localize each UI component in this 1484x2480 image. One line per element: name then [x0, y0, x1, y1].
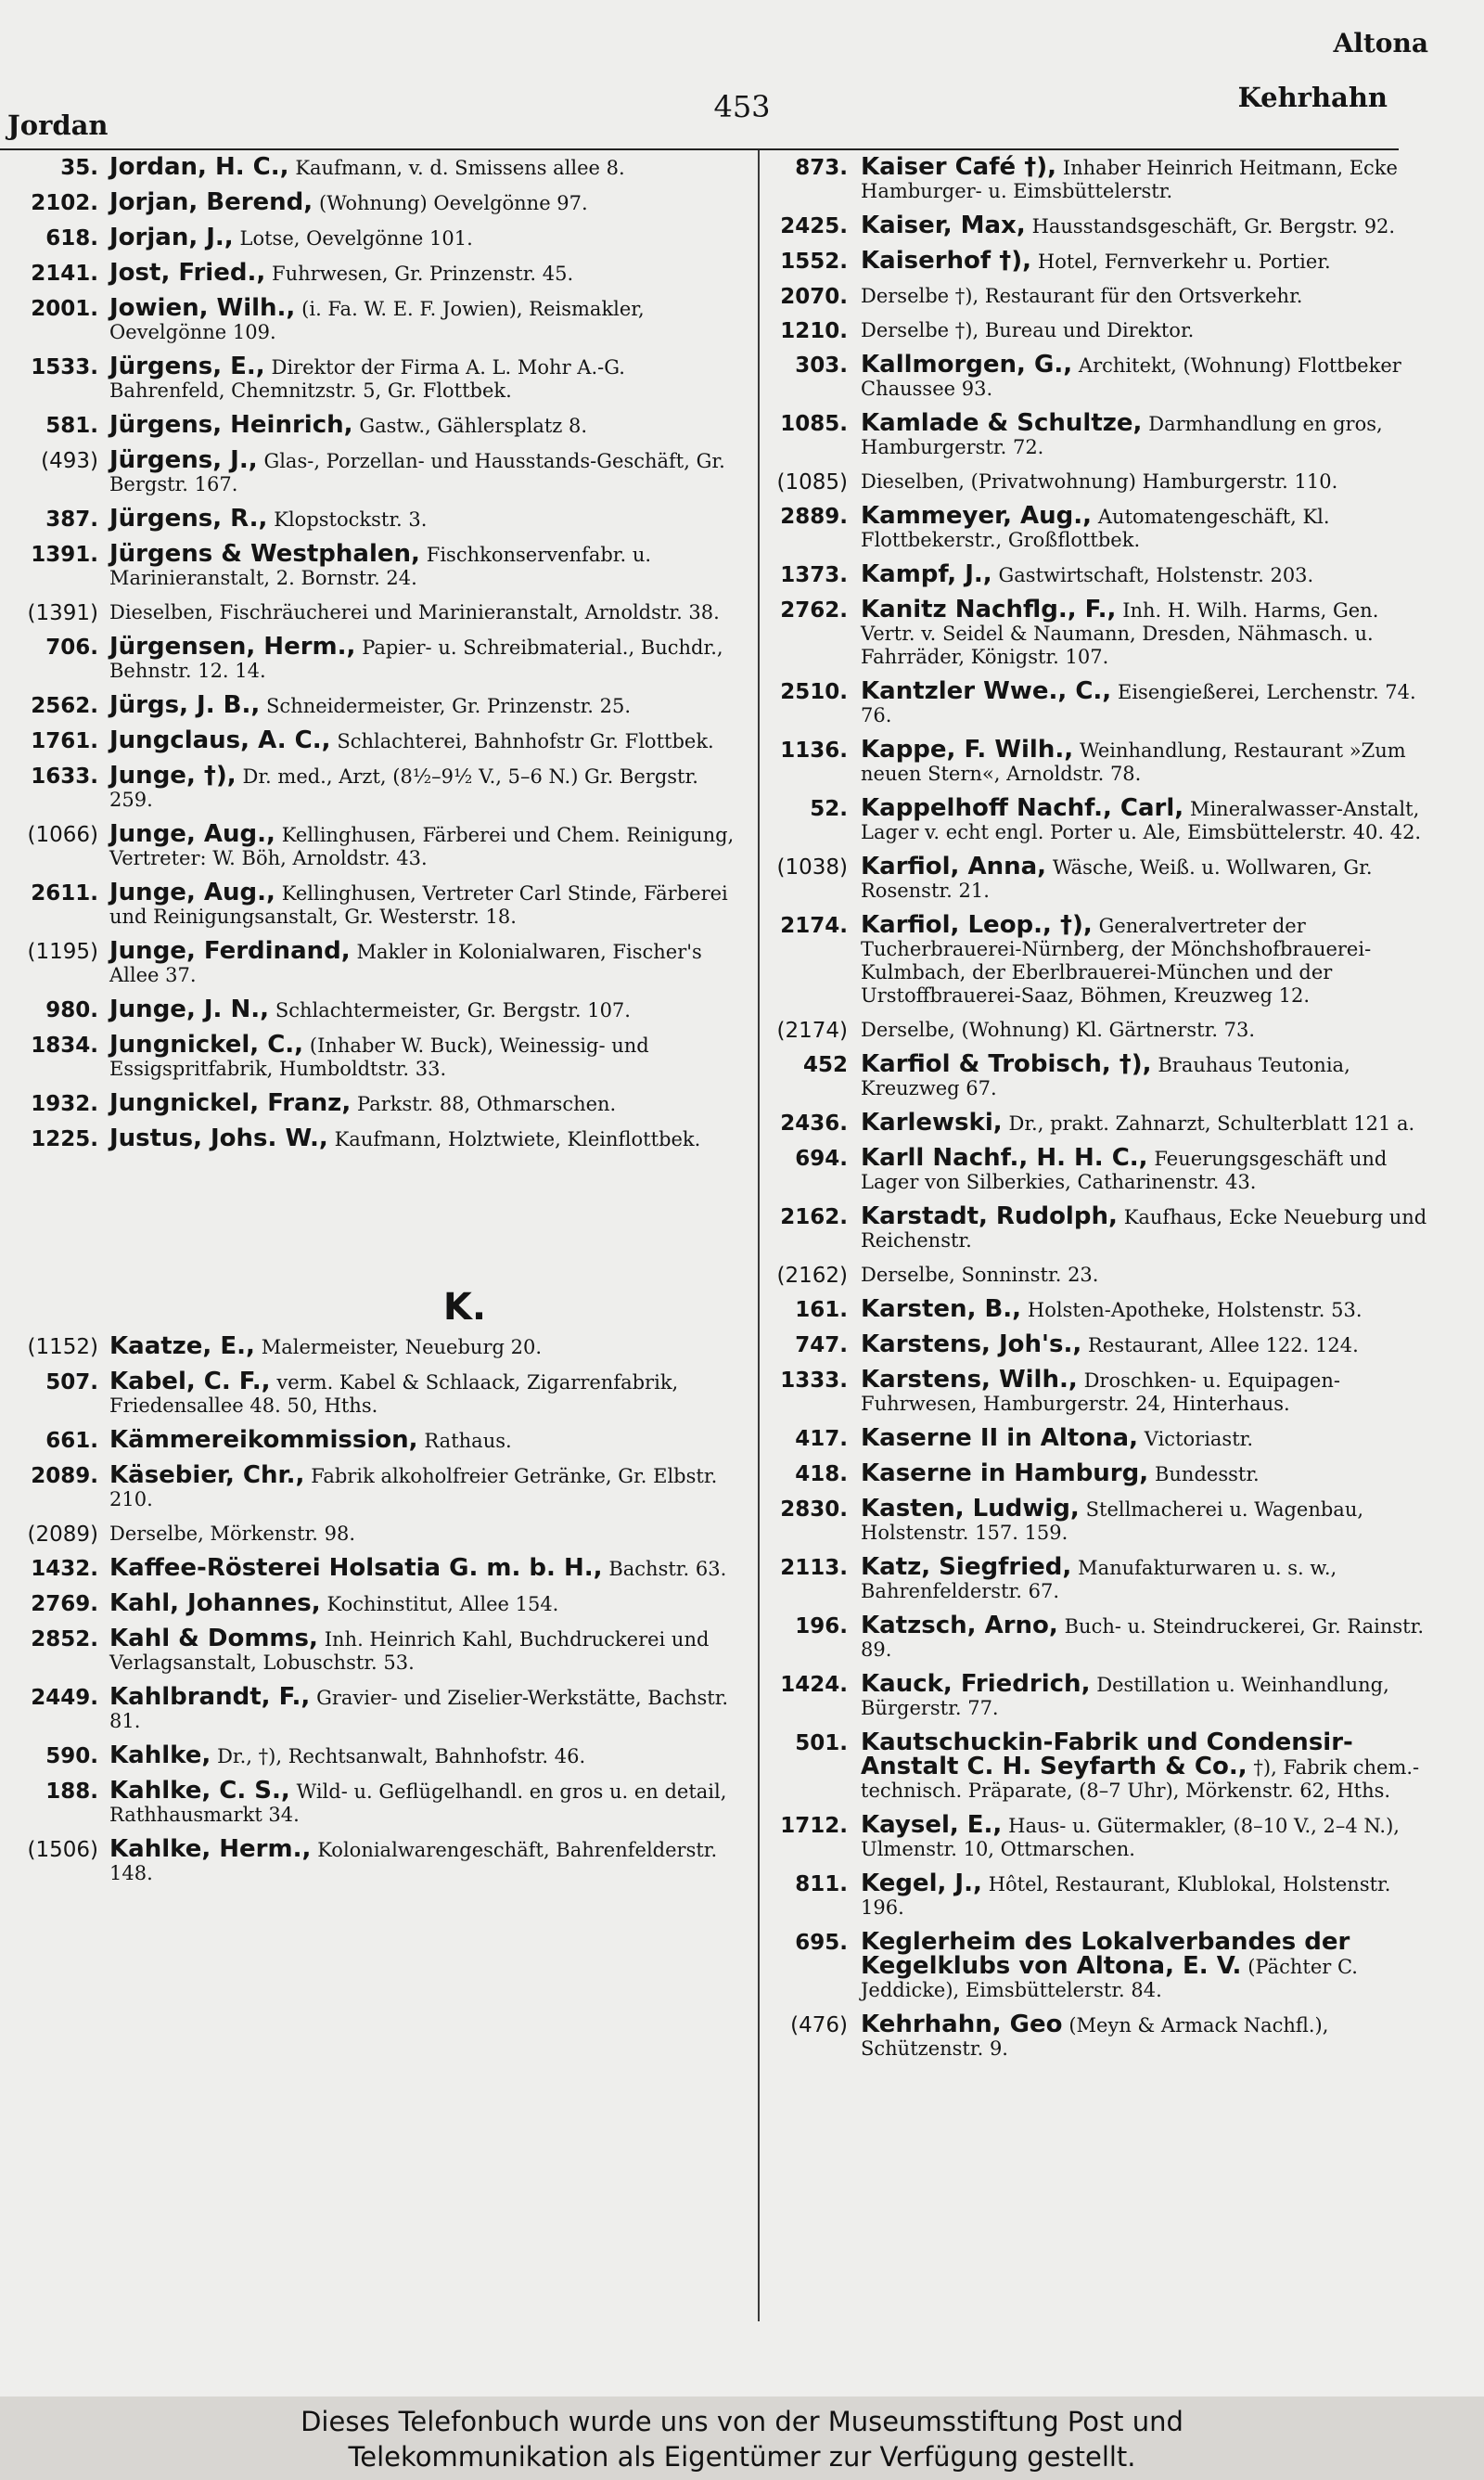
subscriber-name: Kabel, C. F.,: [109, 1368, 271, 1395]
directory-entry: [733, 470, 1438, 494]
subscriber-details: Wäsche, Weiß. u. Wollwaren, Gr. Rosenstr. 21.: [861, 856, 1373, 902]
directory-entry: [0, 762, 744, 812]
subscriber-name: Kauck, Friedrich,: [861, 1670, 1091, 1698]
header-rule: [0, 148, 1399, 150]
phone-number: 2162.: [780, 1205, 848, 1229]
subscriber-name: Jürgs, J. B.,: [109, 691, 261, 719]
subscriber-name: Jürgens, Heinrich,: [109, 411, 353, 439]
phone-number: 303.: [795, 353, 848, 378]
subscriber-details: Derselbe †), Restaurant für den Ortsverkehr.: [861, 285, 1303, 307]
subscriber-name: Jorjan, Berend,: [109, 188, 313, 216]
subscriber-name: Junge, Ferdinand,: [109, 937, 351, 965]
subscriber-name: Jordan, H. C.,: [109, 153, 289, 181]
subscriber-name: Jürgens, R.,: [109, 505, 268, 533]
phone-number: 1932.: [31, 1092, 98, 1116]
phone-number: 161.: [795, 1298, 848, 1322]
directory-entry: [733, 319, 1438, 342]
phone-number: 980.: [45, 998, 98, 1022]
subscriber-name: Junge, †),: [109, 762, 237, 790]
subscriber-details: Hotel, Fernverkehr u. Portier.: [1037, 251, 1331, 273]
phone-number: 1834.: [31, 1034, 98, 1058]
subscriber-name: Karstadt, Rudolph,: [861, 1202, 1118, 1230]
phone-number: (476): [790, 2013, 848, 2037]
directory-entry: [733, 1459, 1438, 1487]
directory-entry: [733, 1109, 1438, 1137]
subscriber-name: Kamlade & Schultze,: [861, 409, 1143, 437]
right-column: [733, 153, 1438, 2072]
subscriber-details: Dr. med., Arzt, (8½–9½ V., 5–6 N.) Gr. Bergstr. 259.: [109, 765, 698, 811]
directory-entry: [0, 998, 744, 1022]
subscriber-name: Kahlbrandt, F.,: [109, 1683, 311, 1711]
phone-number: (1066): [27, 823, 98, 847]
footer-line-1: Dieses Telefonbuch wurde uns von der Museumsstiftung Post und: [301, 2406, 1183, 2437]
directory-entry: [733, 1330, 1438, 1358]
directory-entry: [0, 1589, 744, 1617]
directory-entry: [733, 409, 1438, 459]
phone-number: 2425.: [780, 214, 848, 238]
directory-entry: [0, 1523, 744, 1546]
subscriber-details: Direktor der Firma A. L. Mohr A.-G. Bahrenfeld, Chemnitzstr. 5, Gr. Flottbek.: [109, 356, 625, 402]
subscriber-details: Stellmacherei u. Wagenbau, Holstenstr. 157. 159.: [861, 1498, 1364, 1544]
directory-entry: [0, 355, 744, 403]
directory-entry: [733, 2013, 1438, 2061]
subscriber-details: Buch- u. Steindruckerei, Gr. Rainstr. 89.: [861, 1615, 1424, 1661]
directory-entry: [0, 601, 744, 624]
phone-number: 2436.: [780, 1112, 848, 1136]
subscriber-details: Feuerungsgeschäft und Lager von Silberkies, Catharinenstr. 43.: [861, 1148, 1388, 1193]
phone-number: 1391.: [31, 543, 98, 567]
directory-entry: [0, 446, 744, 496]
directory-entry: [0, 188, 744, 216]
subscriber-details: Hôtel, Restaurant, Klublokal, Holstenstr. 196.: [861, 1873, 1391, 1919]
subscriber-details: Automatengeschäft, Kl. Flottbekerstr., Großflottbek.: [861, 506, 1330, 551]
phone-number: 1136.: [780, 739, 848, 763]
directory-entry: [0, 1683, 744, 1733]
directory-entry: [733, 1264, 1438, 1287]
phone-number: 501.: [795, 1731, 848, 1755]
phone-number: 2113.: [780, 1556, 848, 1580]
directory-entry: [733, 1295, 1438, 1323]
subscriber-details: Kaufmann, v. d. Smissens allee 8.: [295, 157, 625, 179]
subscriber-details: Kolonialwarengeschäft, Bahrenfelderstr. 148.: [109, 1839, 718, 1884]
directory-entry: [0, 294, 744, 344]
subscriber-name: Karfiol, Anna,: [861, 853, 1047, 880]
phone-number: 418.: [795, 1462, 848, 1486]
directory-entry: [733, 353, 1438, 401]
subscriber-name: Jorjan, J.,: [109, 224, 234, 251]
subscriber-details: Schlachterei, Bahnhofstr Gr. Flottbek.: [337, 730, 714, 752]
directory-entry: [733, 1050, 1438, 1100]
subscriber-details: Gravier- und Ziselier-Werkstätte, Bachstr. 81.: [109, 1687, 729, 1732]
phone-number: 1633.: [31, 765, 98, 789]
subscriber-name: Karfiol, Leop., †),: [861, 911, 1093, 939]
subscriber-name: Kegel, J.,: [861, 1870, 982, 1897]
subscriber-details: Wild- u. Geflügelhandl. en gros u. en detail, Rathhausmarkt 34.: [109, 1780, 727, 1826]
phone-number: 2449.: [31, 1686, 98, 1710]
phone-number: 1533.: [31, 355, 98, 379]
directory-entry: [0, 1332, 744, 1360]
subscriber-name: Karsten, B.,: [861, 1295, 1022, 1323]
subscriber-name: Kappe, F. Wilh.,: [861, 736, 1074, 764]
directory-entry: [0, 633, 744, 683]
subscriber-details: Darmhandlung en gros, Hamburgerstr. 72.: [861, 413, 1383, 458]
phone-number: 590.: [45, 1744, 98, 1768]
subscriber-name: Justus, Johs. W.,: [109, 1124, 328, 1152]
phone-number: 2762.: [780, 598, 848, 623]
phone-number: 695.: [795, 1931, 848, 1955]
directory-entry: [733, 911, 1438, 1008]
subscriber-name: Kaserne II in Altona,: [861, 1424, 1138, 1452]
directory-entry: [733, 285, 1438, 308]
subscriber-name: Karll Nachf., H. H. C.,: [861, 1144, 1148, 1172]
directory-entry: [0, 1835, 744, 1885]
phone-number: 52.: [810, 797, 848, 821]
phone-number: 2889.: [780, 505, 848, 529]
subscriber-name: Jungnickel, C.,: [109, 1031, 304, 1059]
left-k-entries: [0, 1332, 744, 1885]
subscriber-details: Fischkonservenfabr. u. Marinieranstalt, 2. Bornstr. 24.: [109, 544, 652, 589]
phone-number: (1085): [776, 470, 848, 495]
subscriber-name: Kahl & Domms,: [109, 1625, 318, 1652]
subscriber-details: (Pächter C. Jeddicke), Eimsbüttelerstr. 84.: [861, 1956, 1358, 2001]
subscriber-name: Junge, Aug.,: [109, 820, 275, 848]
subscriber-name: Kehrhahn, Geo: [861, 2011, 1063, 2038]
subscriber-details: Fuhrwesen, Gr. Prinzenstr. 45.: [272, 263, 574, 285]
subscriber-details: Holsten-Apotheke, Holstenstr. 53.: [1027, 1299, 1362, 1321]
subscriber-name: Kammeyer, Aug.,: [861, 502, 1093, 530]
subscriber-details: Destillation u. Weinhandlung, Bürgerstr. 77.: [861, 1674, 1389, 1719]
directory-entry: [733, 247, 1438, 275]
directory-entry: [733, 1424, 1438, 1452]
phone-number: 618.: [45, 226, 98, 251]
subscriber-details: †), Fabrik chem.-technisch. Präparate, (8–7 Uhr), Mörkenstr. 62, Hths.: [861, 1756, 1420, 1802]
subscriber-details: (Meyn & Armack Nachfl.), Schützenstr. 9.: [861, 2014, 1329, 2060]
phone-number: (1195): [27, 940, 98, 964]
subscriber-details: Haus- u. Gütermakler, (8–10 V., 2–4 N.), Ulmenstr. 10, Ottmarschen.: [861, 1815, 1400, 1860]
subscriber-details: Weinhandlung, Restaurant »Zum neuen Stern«, Arnoldstr. 78.: [861, 739, 1406, 785]
subscriber-name: Katzsch, Arno,: [861, 1612, 1058, 1639]
subscriber-details: Inh. H. Wilh. Harms, Gen. Vertr. v. Seidel & Naumann, Dresden, Nähmasch. u. Fahrräder, Königstr. 107.: [861, 599, 1379, 668]
subscriber-name: Kaiser, Max,: [861, 212, 1026, 239]
directory-entry: [0, 226, 744, 251]
phone-number: 2102.: [31, 191, 98, 215]
phone-number: (2174): [776, 1019, 848, 1043]
phone-number: 1085.: [780, 412, 848, 436]
phone-number: 873.: [795, 156, 848, 180]
directory-entry: [0, 881, 744, 929]
phone-number: 694.: [795, 1147, 848, 1171]
directory-entry: [733, 1553, 1438, 1603]
phone-number: 2769.: [31, 1592, 98, 1616]
subscriber-details: Kaufmann, Holztwiete, Kleinflottbek.: [334, 1128, 701, 1150]
directory-entry: [0, 1627, 744, 1675]
section-letter: K.: [442, 1286, 487, 1329]
subscriber-details: Rathaus.: [424, 1430, 512, 1452]
subscriber-name: Jürgens, E.,: [109, 353, 265, 380]
subscriber-details: Makler in Kolonialwaren, Fischer's Allee 37.: [109, 941, 702, 986]
subscriber-details: Lotse, Oevelgönne 101.: [239, 227, 473, 250]
phone-number: 2141.: [31, 262, 98, 286]
directory-entry: [733, 598, 1438, 669]
subscriber-name: Karfiol & Trobisch, †),: [861, 1050, 1152, 1078]
phone-number: 2830.: [780, 1497, 848, 1522]
subscriber-details: Kochinstitut, Allee 154.: [326, 1593, 559, 1615]
directory-entry: [733, 1368, 1438, 1416]
subscriber-name: Kaysel, E.,: [861, 1811, 1003, 1839]
directory-entry: [733, 1928, 1438, 2002]
subscriber-details: Derselbe, Mörkenstr. 98.: [109, 1523, 356, 1545]
phone-number: (493): [41, 449, 98, 473]
subscriber-details: Dr., prakt. Zahnarzt, Schulterblatt 121 a.: [1008, 1112, 1415, 1135]
subscriber-name: Jürgens & Westphalen,: [109, 540, 420, 568]
phone-number: 507.: [45, 1370, 98, 1394]
phone-number: 2611.: [31, 881, 98, 906]
subscriber-name: Kappelhoff Nachf., Carl,: [861, 794, 1184, 822]
subscriber-name: Jost, Fried.,: [109, 259, 266, 287]
directory-entry: [733, 560, 1438, 588]
phone-number: (2162): [776, 1264, 848, 1288]
subscriber-details: (Inhaber W. Buck), Weinessig- und Essigspritfabrik, Humboldtstr. 33.: [109, 1034, 649, 1080]
subscriber-details: Papier- u. Schreibmaterial., Buchdr., Behnstr. 12. 14.: [109, 636, 723, 682]
directory-entry: [733, 502, 1438, 552]
phone-number: 811.: [795, 1872, 848, 1896]
subscriber-name: Kämmereikommission,: [109, 1426, 418, 1454]
subscriber-name: Kahlke, Herm.,: [109, 1835, 312, 1863]
subscriber-name: Junge, Aug.,: [109, 879, 275, 906]
phone-number: 2852.: [31, 1627, 98, 1651]
subscriber-details: Kellinghusen, Färberei und Chem. Reinigung, Vertreter: W. Böh, Arnoldstr. 43.: [109, 824, 735, 869]
phone-number: 1432.: [31, 1557, 98, 1581]
phone-number: 196.: [795, 1614, 848, 1638]
subscriber-name: Jungclaus, A. C.,: [109, 726, 331, 754]
directory-entry: [0, 937, 744, 987]
directory-entry: [0, 1031, 744, 1081]
subscriber-name: Jürgensen, Herm.,: [109, 633, 356, 661]
directory-entry: [733, 1019, 1438, 1042]
subscriber-name: Kahl, Johannes,: [109, 1589, 321, 1617]
directory-entry: [0, 1089, 744, 1117]
corner-city: Altona: [1333, 28, 1428, 58]
directory-entry: [0, 1370, 744, 1418]
subscriber-details: Dieselben, Fischräucherei und Marinieranstalt, Arnoldstr. 38.: [109, 601, 720, 623]
directory-entry: [0, 411, 744, 439]
directory-entry: [733, 855, 1438, 903]
phone-number: 1373.: [780, 563, 848, 587]
phone-number: 661.: [45, 1429, 98, 1453]
subscriber-name: Kahlke,: [109, 1741, 211, 1769]
subscriber-name: Kaiser Café †),: [861, 153, 1056, 181]
subscriber-details: Derselbe, Sonninstr. 23.: [861, 1264, 1099, 1286]
directory-entry: [0, 1426, 744, 1454]
phone-number: 1333.: [780, 1368, 848, 1393]
directory-entry: [733, 1202, 1438, 1253]
subscriber-name: Kaiserhof †),: [861, 247, 1032, 275]
phone-number: 188.: [45, 1780, 98, 1804]
phone-number: 2174.: [780, 914, 848, 938]
subscriber-name: Keglerheim des Lokalverbandes der Kegelklubs von Altona, E. V.: [861, 1928, 1350, 1980]
subscriber-details: Bundesstr.: [1154, 1463, 1260, 1485]
subscriber-name: Käsebier, Chr.,: [109, 1461, 305, 1489]
subscriber-details: Kaufhaus, Ecke Neueburg und Reichenstr.: [861, 1206, 1427, 1252]
subscriber-name: Kautschuckin-Fabrik und Condensir-Anstalt C. H. Seyfarth & Co.,: [861, 1728, 1353, 1780]
phone-number: 1210.: [780, 319, 848, 343]
subscriber-details: Malermeister, Neueburg 20.: [261, 1336, 542, 1358]
phone-number: 2510.: [780, 680, 848, 704]
phone-number: 2089.: [31, 1464, 98, 1488]
directory-entry: [0, 820, 744, 870]
subscriber-details: Derselbe †), Bureau und Direktor.: [861, 319, 1195, 341]
subscriber-details: Droschken- u. Equipagen-Fuhrwesen, Hamburgerstr. 24, Hinterhaus.: [861, 1369, 1340, 1415]
phone-number: 1424.: [780, 1673, 848, 1697]
page-number: 453: [713, 89, 771, 124]
subscriber-details: Schneidermeister, Gr. Prinzenstr. 25.: [266, 695, 632, 717]
phone-number: 1225.: [31, 1127, 98, 1151]
phone-number: 1761.: [31, 729, 98, 753]
subscriber-details: Kellinghusen, Vertreter Carl Stinde, Färberei und Reinigungsanstalt, Gr. Westerstr. 18.: [109, 882, 728, 928]
directory-entry: [733, 1728, 1438, 1803]
directory-entry: [0, 691, 744, 719]
directory-entry: [0, 1741, 744, 1769]
subscriber-details: Generalvertreter der Tucherbrauerei-Nürnberg, der Mönchshofbrauerei-Kulmbach, der Eberlbrauerei-München und der Urstoffbrauerei-Saaz, Böhmen, Kreuzweg 12.: [861, 915, 1372, 1007]
right-header-keyword: Kehrhahn: [1237, 82, 1388, 113]
subscriber-name: Jürgens, J.,: [109, 446, 258, 474]
directory-entry: [733, 1497, 1438, 1545]
subscriber-details: Mineralwasser-Anstalt, Lager v. echt engl. Porter u. Ale, Eimsbüttelerstr. 40. 42.: [861, 798, 1422, 843]
phone-number: 706.: [45, 636, 98, 660]
subscriber-details: Manufakturwaren u. s. w., Bahrenfelderstr. 67.: [861, 1557, 1337, 1602]
subscriber-details: Restaurant, Allee 122. 124.: [1088, 1334, 1359, 1356]
subscriber-details: (i. Fa. W. E. F. Jowien), Reismakler, Oevelgönne 109.: [109, 298, 645, 343]
subscriber-name: Junge, J. N.,: [109, 996, 269, 1023]
directory-entry: [733, 1872, 1438, 1920]
phone-number: 1552.: [780, 250, 848, 274]
subscriber-details: Derselbe, (Wohnung) Kl. Gärtnerstr. 73.: [861, 1019, 1256, 1041]
subscriber-details: Inh. Heinrich Kahl, Buchdruckerei und Verlagsanstalt, Lobuschstr. 53.: [109, 1628, 710, 1674]
phone-number: (1038): [776, 855, 848, 880]
subscriber-details: Parkstr. 88, Othmarschen.: [357, 1093, 617, 1115]
directory-entry: [733, 214, 1438, 238]
subscriber-name: Jowien, Wilh.,: [109, 294, 296, 322]
subscriber-name: Kanitz Nachflg., F.,: [861, 596, 1117, 623]
subscriber-name: Karlewski,: [861, 1109, 1003, 1137]
directory-entry: [0, 1777, 744, 1827]
subscriber-name: Jungnickel, Franz,: [109, 1089, 352, 1117]
phone-number: 2562.: [31, 694, 98, 718]
subscriber-details: Fabrik alkoholfreier Getränke, Gr. Elbstr. 210.: [109, 1465, 718, 1510]
subscriber-name: Kahlke, C. S.,: [109, 1777, 290, 1805]
directory-entry: [733, 736, 1438, 786]
directory-entry: [733, 1670, 1438, 1720]
directory-entry: [733, 1614, 1438, 1662]
left-column: [0, 153, 744, 1896]
directory-entry: [0, 540, 744, 590]
directory-entry: [0, 1554, 744, 1582]
directory-entry: [0, 259, 744, 287]
subscriber-details: Klopstockstr. 3.: [274, 508, 428, 531]
left-header-keyword: Jordan: [7, 109, 109, 141]
directory-entry: [733, 677, 1438, 727]
subscriber-name: Kampf, J.,: [861, 560, 992, 588]
subscriber-details: Dr., †), Rechtsanwalt, Bahnhofstr. 46.: [217, 1745, 586, 1767]
footer-notice: [0, 2396, 1484, 2480]
directory-entry: [733, 1144, 1438, 1194]
subscriber-details: Dieselben, (Privatwohnung) Hamburgerstr. 110.: [861, 470, 1338, 493]
subscriber-name: Karstens, Wilh.,: [861, 1366, 1078, 1394]
phone-number: (1506): [27, 1838, 98, 1862]
phone-number: 417.: [795, 1427, 848, 1451]
phone-number: 35.: [60, 156, 98, 180]
phone-number: 2001.: [31, 297, 98, 321]
phone-number: 581.: [45, 414, 98, 438]
subscriber-name: Kaffee-Rösterei Holsatia G. m. b. H.,: [109, 1554, 603, 1582]
directory-entry: [733, 1811, 1438, 1861]
phone-number: 747.: [795, 1333, 848, 1357]
directory-entry: [0, 505, 744, 533]
subscriber-name: Karstens, Joh's.,: [861, 1330, 1082, 1358]
phone-number: (2089): [27, 1523, 98, 1547]
phone-number: 452: [802, 1053, 848, 1077]
subscriber-name: Katz, Siegfried,: [861, 1553, 1072, 1581]
subscriber-details: Inhaber Heinrich Heitmann, Ecke Hamburger- u. Eimsbüttelerstr.: [861, 157, 1398, 202]
subscriber-name: Kaatze, E.,: [109, 1332, 255, 1360]
subscriber-details: Glas-, Porzellan- und Hausstands-Geschäft, Gr. Bergstr. 167.: [109, 450, 725, 495]
directory-entry: [0, 726, 744, 754]
phone-number: (1391): [27, 601, 98, 625]
subscriber-details: Hausstandsgeschäft, Gr. Bergstr. 92.: [1031, 215, 1396, 238]
phone-number: (1152): [27, 1335, 98, 1359]
subscriber-details: Eisengießerei, Lerchenstr. 74. 76.: [861, 681, 1416, 726]
phone-number: 2070.: [780, 285, 848, 309]
subscriber-details: Architekt, (Wohnung) Flottbeker Chaussee 93.: [861, 354, 1401, 400]
right-entries: [733, 153, 1438, 2061]
subscriber-name: Kantzler Wwe., C.,: [861, 677, 1112, 705]
footer-line-2: Telekommunikation als Eigentümer zur Verfügung gestellt.: [348, 2441, 1136, 2473]
subscriber-details: Schlachtermeister, Gr. Bergstr. 107.: [275, 999, 631, 1022]
subscriber-details: Gastw., Gählersplatz 8.: [359, 415, 588, 437]
phone-number: 1712.: [780, 1814, 848, 1838]
subscriber-details: (Wohnung) Oevelgönne 97.: [319, 192, 588, 214]
directory-entry: [0, 1461, 744, 1511]
phone-number: 387.: [45, 508, 98, 532]
directory-entry: [0, 153, 744, 181]
directory-entry: [733, 794, 1438, 844]
left-j-entries: [0, 153, 744, 1152]
directory-entry: [733, 153, 1438, 203]
subscriber-name: Kaserne in Hamburg,: [861, 1459, 1149, 1487]
directory-entry: [0, 1124, 744, 1152]
subscriber-details: Bachstr. 63.: [608, 1558, 727, 1580]
subscriber-name: Kasten, Ludwig,: [861, 1495, 1080, 1523]
subscriber-details: Gastwirtschaft, Holstenstr. 203.: [998, 564, 1314, 586]
subscriber-details: verm. Kabel & Schlaack, Zigarrenfabrik, Friedensallee 48. 50, Hths.: [109, 1371, 679, 1417]
subscriber-details: Brauhaus Teutonia, Kreuzweg 67.: [861, 1054, 1350, 1099]
subscriber-name: Kallmorgen, G.,: [861, 351, 1073, 379]
subscriber-details: Victoriastr.: [1144, 1428, 1254, 1450]
